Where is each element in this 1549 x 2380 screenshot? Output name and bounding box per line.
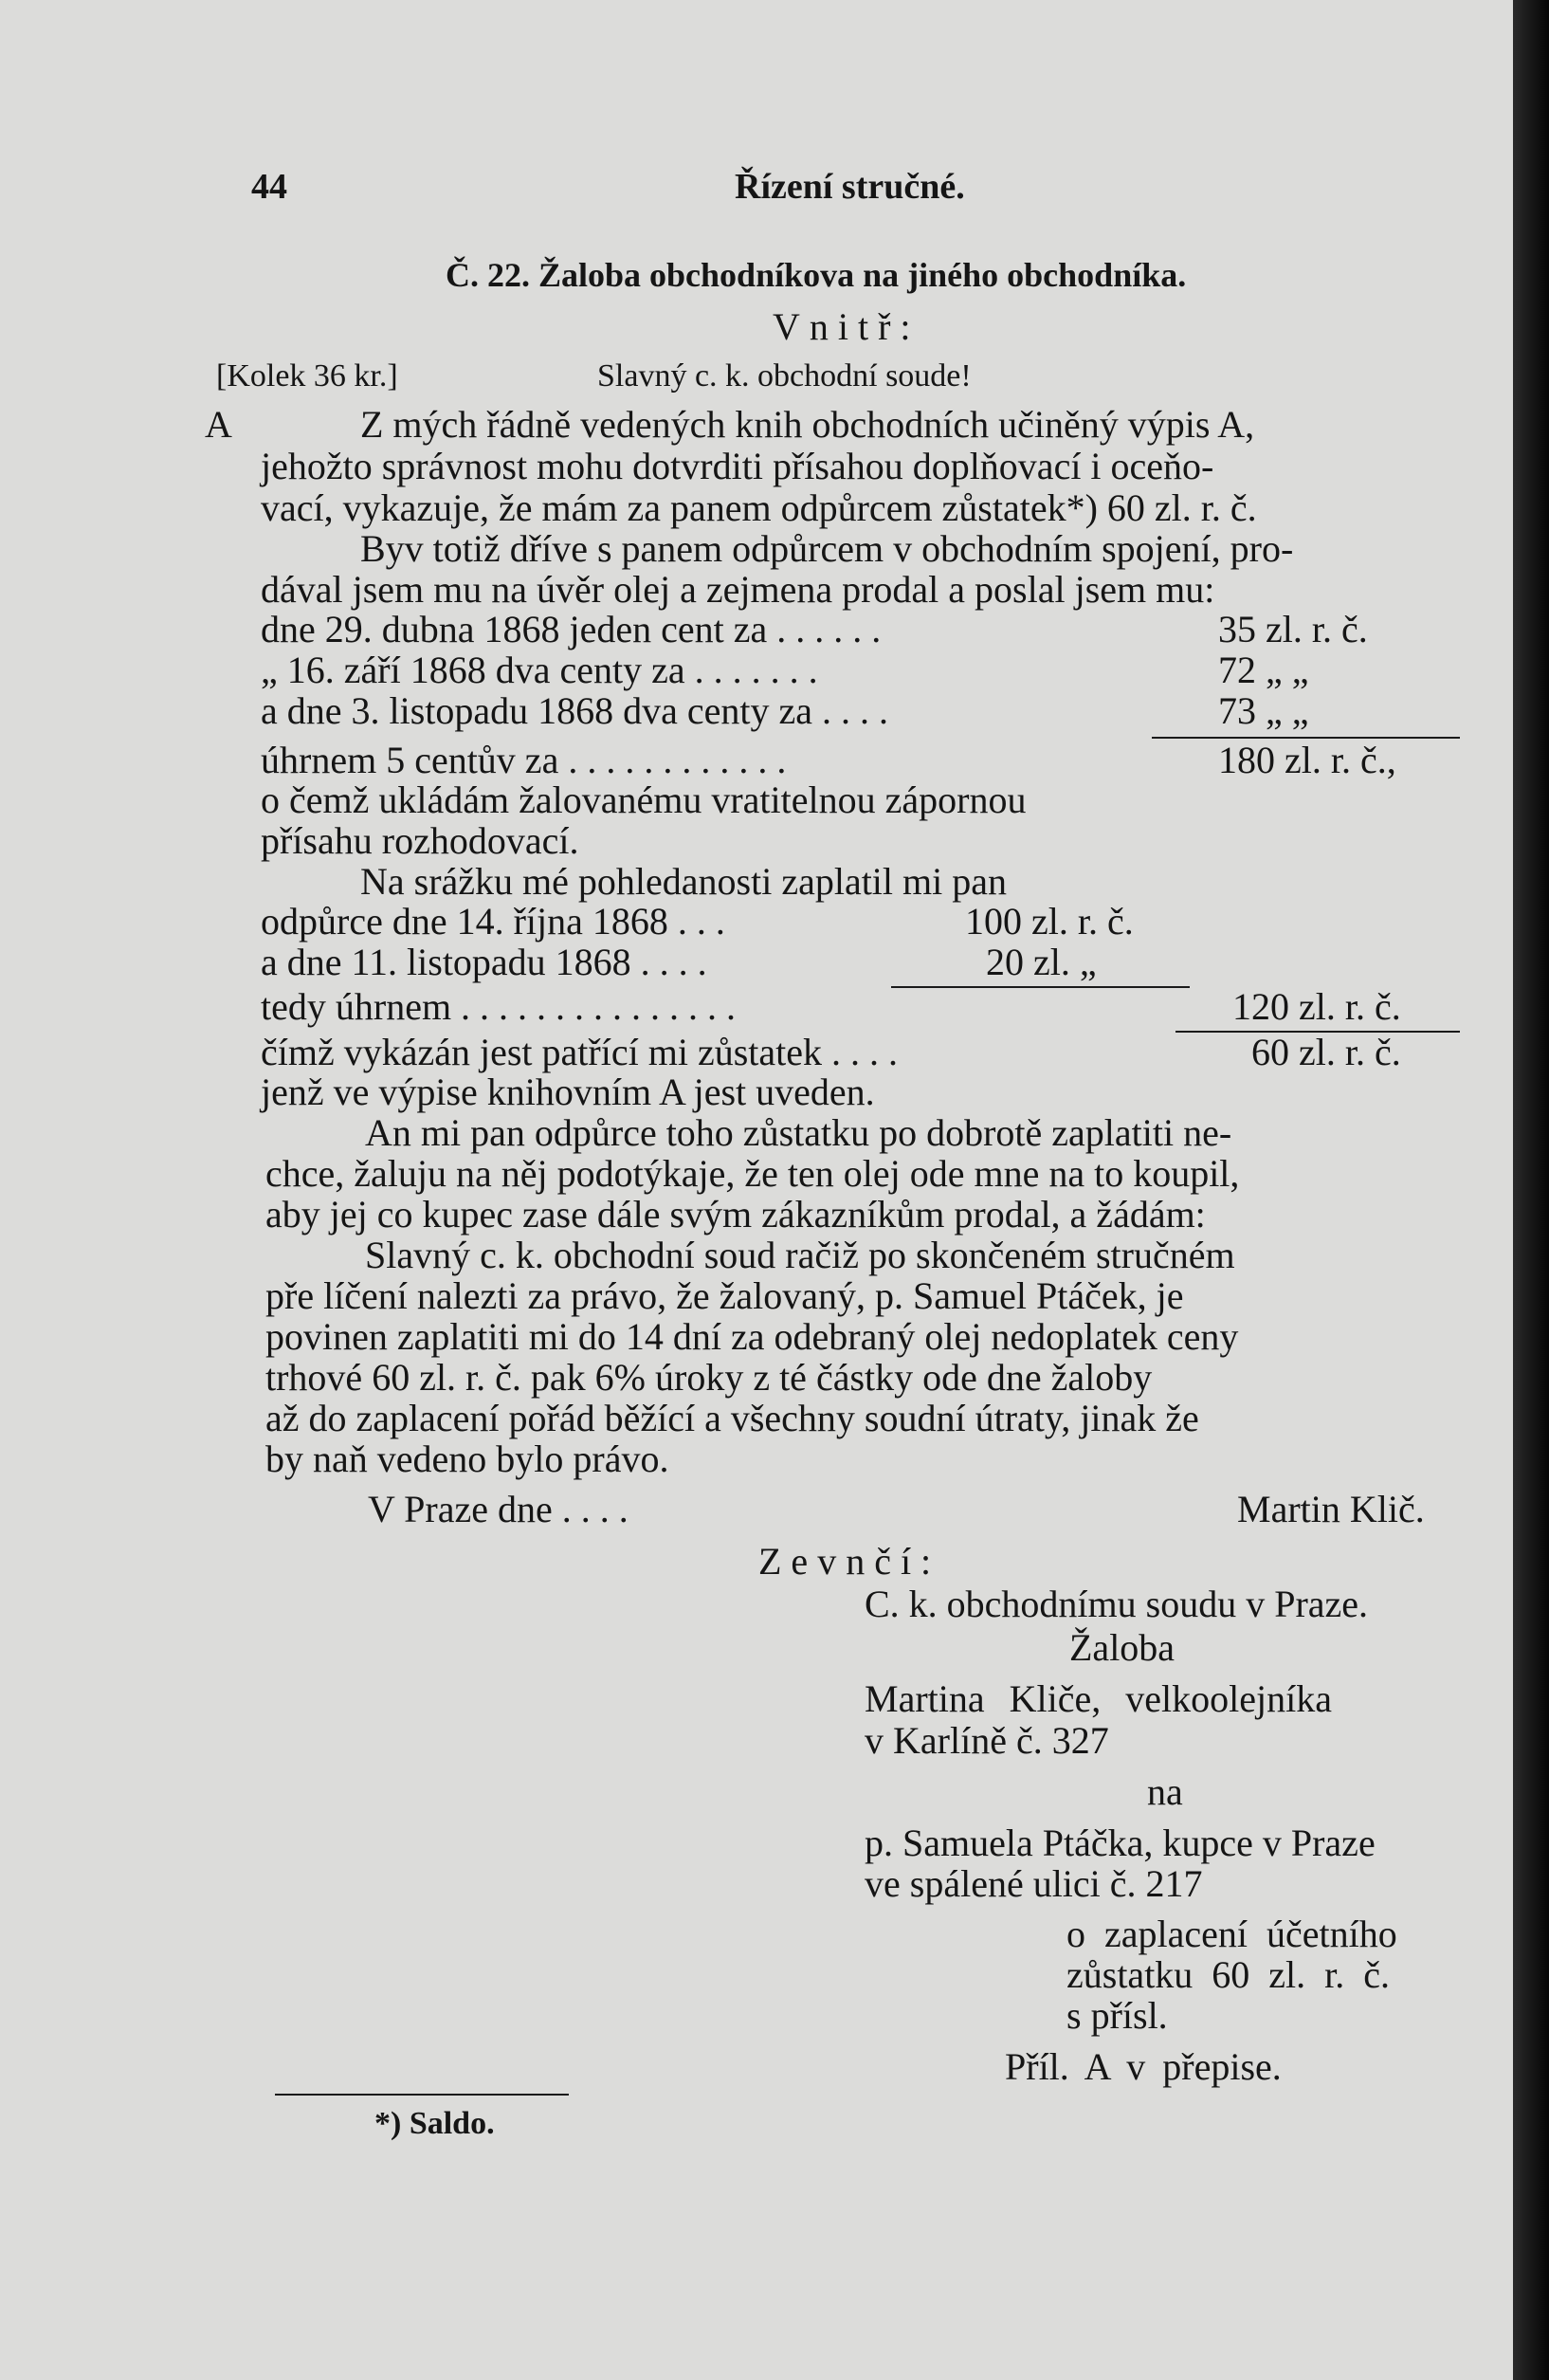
document-heading: Č. 22. Žaloba obchodníkova na jiného obchodníka. <box>446 256 1187 294</box>
attachment-note: Příl. A v přepise. <box>1005 2045 1282 2088</box>
payments-total-amount: 120 zl. r. č. <box>1232 985 1401 1028</box>
payment-desc: a dne 11. listopadu 1868 . . . . <box>261 941 707 983</box>
address-line: v Karlíně č. 327 <box>865 1719 1109 1762</box>
page-edge-shadow <box>1513 0 1549 2380</box>
oath-line: přísahu rozhodovací. <box>261 819 579 862</box>
body-line: Z mých řádně vedených knih obchodních učiněný výpis A, <box>360 403 1255 446</box>
running-title: Řízení stručné. <box>735 167 965 207</box>
inside-label: Vnitř: <box>773 305 920 348</box>
address-line: o zaplacení účetního <box>1066 1913 1397 1955</box>
sales-total-amount: 180 zl. r. č., <box>1218 739 1396 781</box>
sales-total-desc: úhrnem 5 centův za . . . . . . . . . . . . <box>261 739 787 781</box>
claim-line: chce, žaluju na něj podotýkaje, že ten olej ode mne na to koupil, <box>265 1152 1240 1195</box>
balance-note: jenž ve výpise knihovním A jest uveden. <box>261 1071 875 1113</box>
claim-line: až do zaplacení pořád běžící a všechny soudní útraty, jinak že <box>265 1397 1199 1439</box>
payments-total-desc: tedy úhrnem . . . . . . . . . . . . . . . <box>261 985 737 1028</box>
sale-amount: 72 „ „ <box>1218 649 1309 691</box>
payment-amount: 100 zl. r. č. <box>965 900 1134 943</box>
footnote-rule <box>275 2094 569 2096</box>
payment-amount: 20 zl. „ <box>986 941 1097 983</box>
claim-line: trhové 60 zl. r. č. pak 6% úroky z té částky ode dne žaloby <box>265 1356 1153 1399</box>
address-line: p. Samuela Ptáčka, kupce v Praze <box>865 1822 1376 1864</box>
claim-line: pře líčení nalezti za právo, že žalovaný, p. Samuel Ptáček, je <box>265 1274 1184 1317</box>
sale-desc: a dne 3. listopadu 1868 dva centy za . . . . <box>261 689 889 732</box>
page-number: 44 <box>251 167 287 207</box>
body-line: vací, vykazuje, že mám za panem odpůrcem zůstatek*) 60 zl. r. č. <box>261 486 1257 529</box>
body-line: Byv totiž dříve s panem odpůrcem v obchodním spojení, pro- <box>360 527 1294 570</box>
address-line: Žaloba <box>1069 1626 1175 1669</box>
balance-amount: 60 zl. r. č. <box>1251 1031 1401 1073</box>
claim-line: Slavný c. k. obchodní soud račiž po skončeném stručném <box>365 1234 1235 1276</box>
sum-rule <box>891 986 1190 988</box>
address-line: s přísl. <box>1066 1994 1168 2037</box>
claim-line: An mi pan odpůrce toho zůstatku po dobrotě zaplatiti ne- <box>365 1111 1232 1154</box>
address-line: C. k. obchodnímu soudu v Praze. <box>865 1583 1369 1625</box>
body-line: dával jsem mu na úvěr olej a zejmena prodal a poslal jsem mu: <box>261 568 1215 611</box>
address-line: ve spálené ulici č. 217 <box>865 1862 1203 1905</box>
sale-desc: dne 29. dubna 1868 jeden cent za . . . . . . <box>261 608 882 650</box>
body-line: jehožto správnost mohu dotvrditi přísahou doplňovací i oceňo- <box>261 445 1214 487</box>
salutation: Slavný c. k. obchodní soude! <box>597 358 972 394</box>
sale-amount: 35 zl. r. č. <box>1218 608 1368 650</box>
payments-intro: Na srážku mé pohledanosti zaplatil mi pan <box>360 860 1008 903</box>
stamp-note: [Kolek 36 kr.] <box>216 358 398 394</box>
balance-desc: čímž vykázán jest patřící mi zůstatek . . . . <box>261 1031 898 1073</box>
footnote: *) Saldo. <box>374 2106 495 2141</box>
claim-line: aby jej co kupec zase dále svým zákazníkům prodal, a žádám: <box>265 1193 1206 1236</box>
oath-line: o čemž ukládám žalovanému vratitelnou zápornou <box>261 778 1027 821</box>
claim-line: by naň vedeno bylo právo. <box>265 1437 669 1480</box>
address-line: Martina Kliče, velkoolejníka <box>865 1677 1332 1720</box>
place-date: V Praze dne . . . . <box>368 1488 629 1530</box>
sale-amount: 73 „ „ <box>1218 689 1309 732</box>
address-line: na <box>1147 1770 1183 1813</box>
address-line: zůstatku 60 zl. r. č. <box>1066 1953 1391 1996</box>
claim-line: povinen zaplatiti mi do 14 dní za odebraný olej nedoplatek ceny <box>265 1315 1239 1358</box>
margin-mark: A <box>205 403 232 446</box>
signature: Martin Klič. <box>1237 1488 1425 1530</box>
payment-desc: odpůrce dne 14. října 1868 . . . <box>261 900 725 943</box>
sale-desc: „ 16. září 1868 dva centy za . . . . . . . <box>261 649 818 691</box>
outside-label: Zevnčí: <box>758 1540 941 1583</box>
